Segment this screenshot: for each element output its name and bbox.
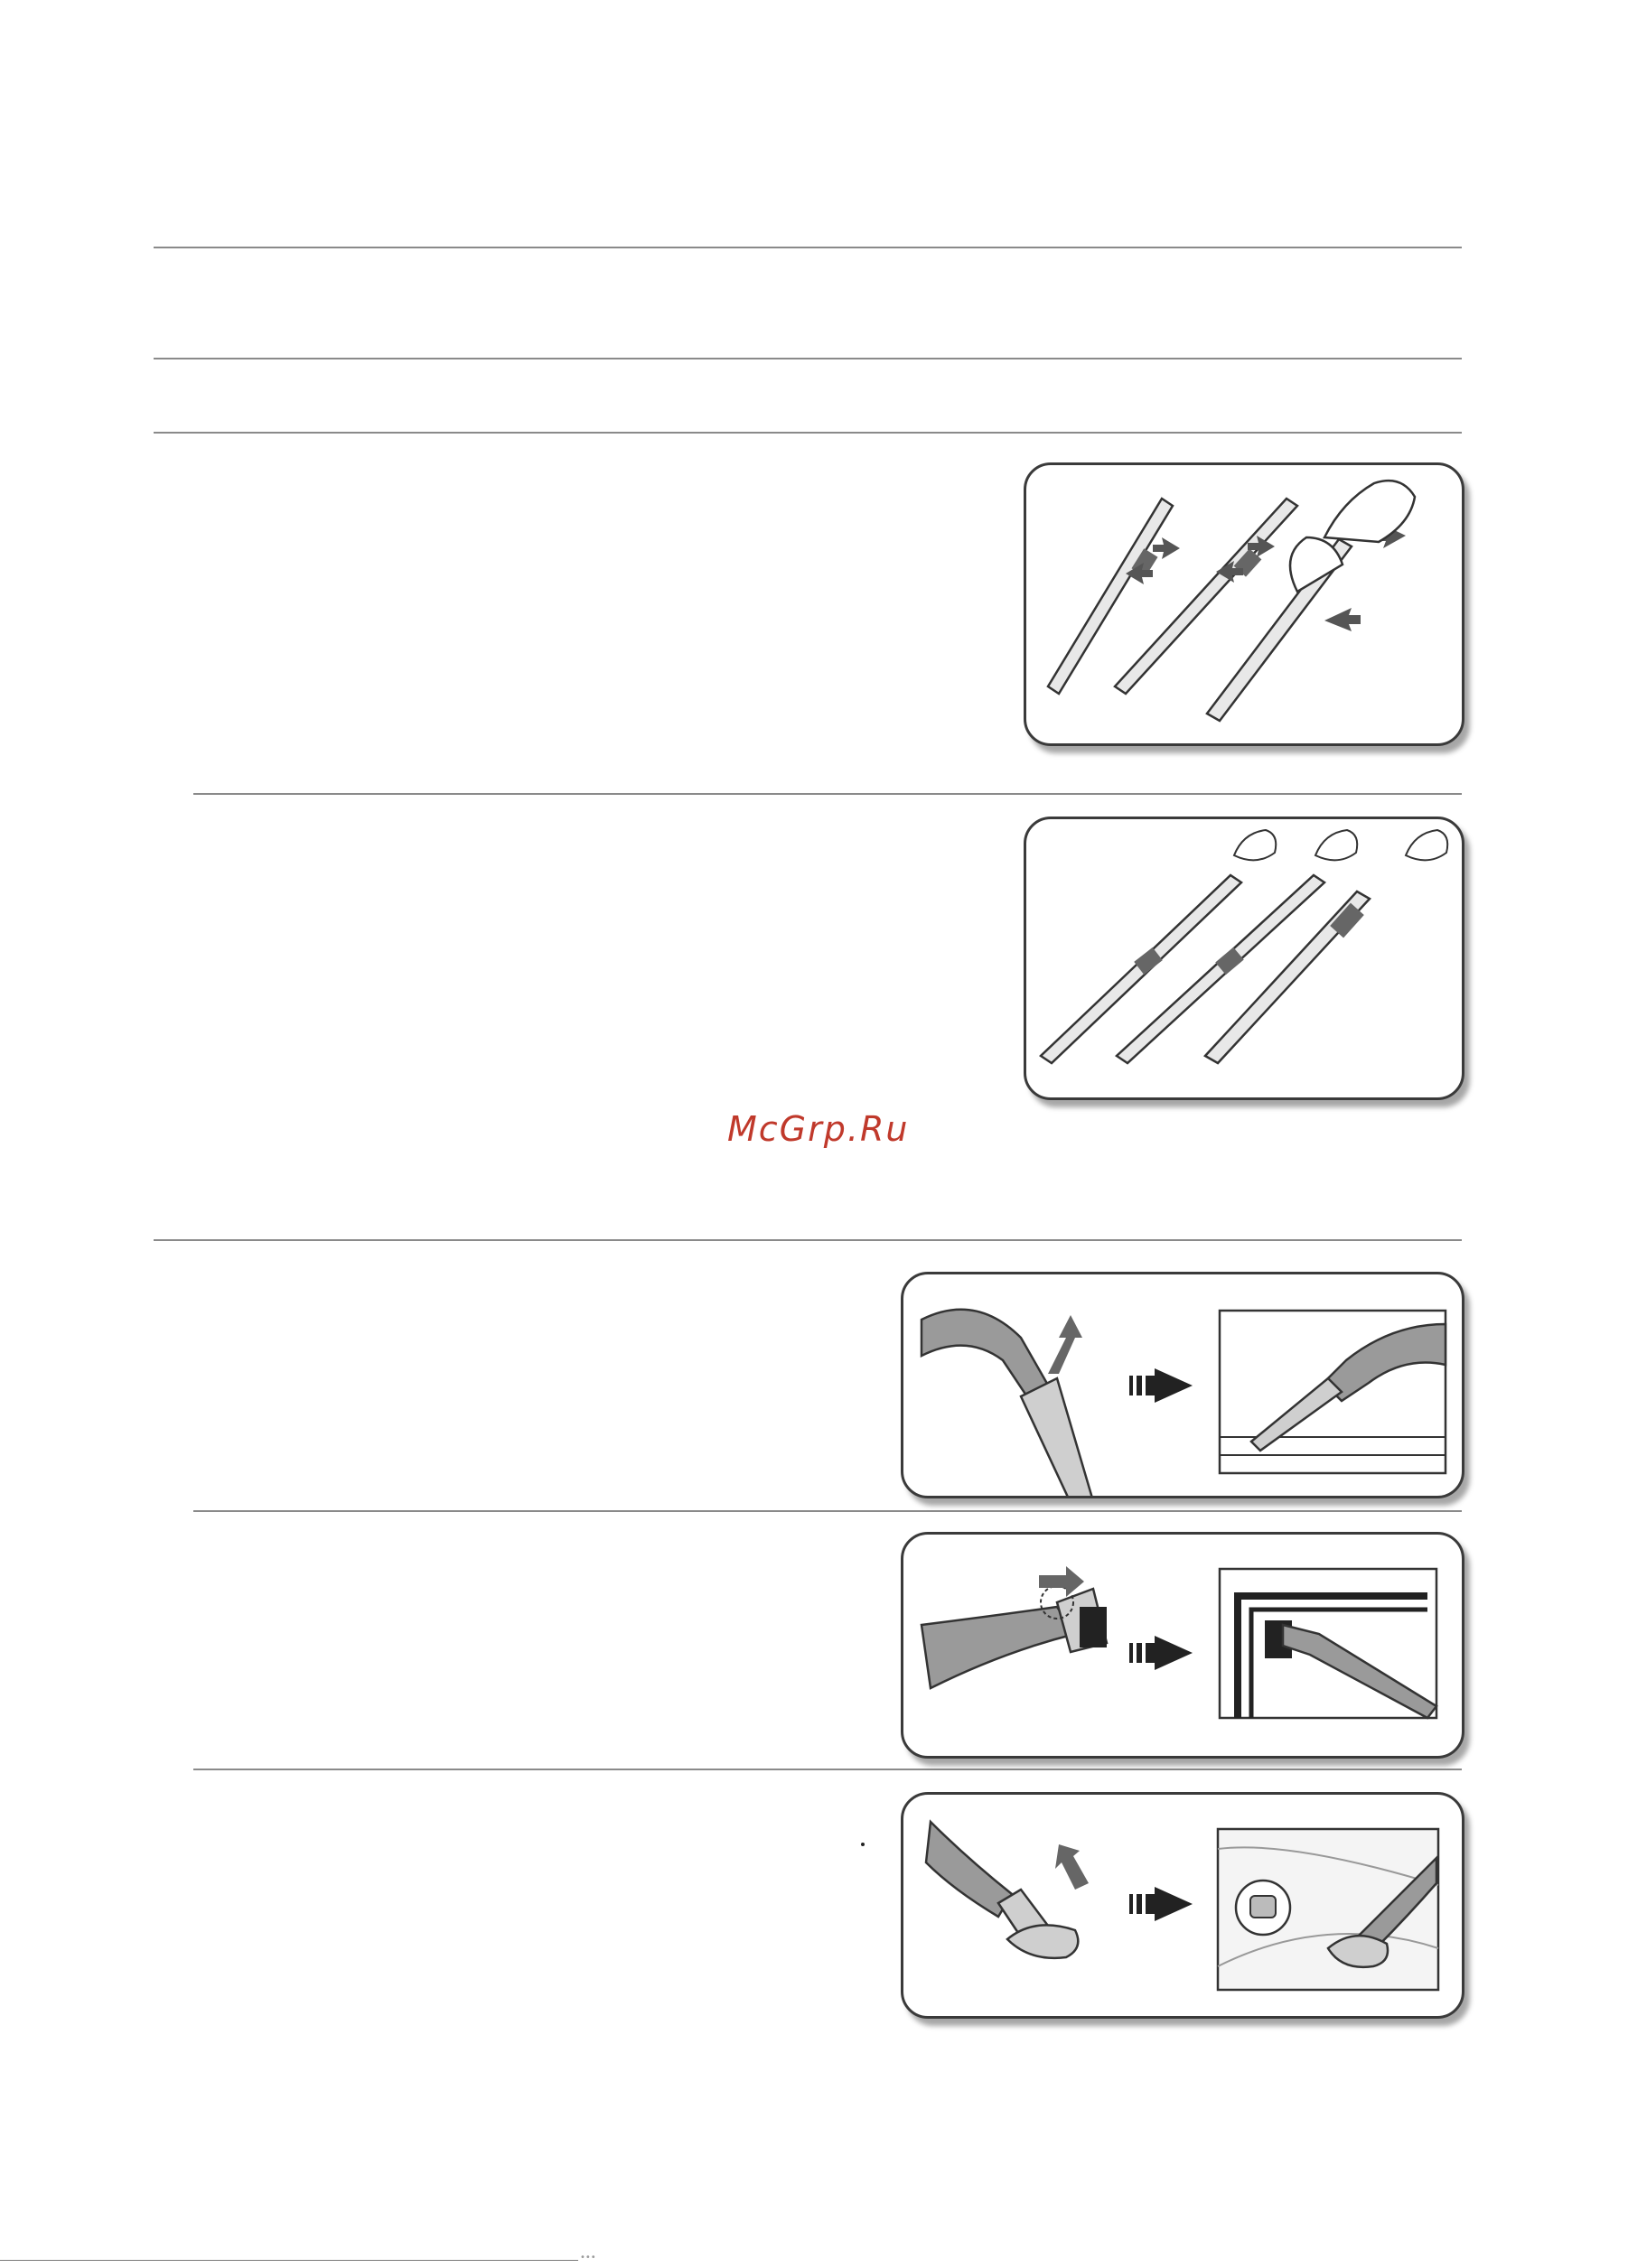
pipes-adjust-illustration	[1024, 462, 1464, 746]
dusting-brush-illustration	[901, 1532, 1464, 1759]
footer-line	[0, 2260, 578, 2261]
subsection-rule-brush	[193, 1510, 1462, 1512]
top-rule	[154, 247, 1462, 248]
section-rule-pipes	[154, 432, 1462, 434]
subsection-rule-upholstery	[193, 1769, 1462, 1770]
section-rule-tools	[154, 1239, 1462, 1241]
header-rule	[154, 358, 1462, 359]
stray-dot	[861, 1843, 865, 1846]
upholstery-tool-illustration	[901, 1792, 1464, 2019]
pipes-hook-illustration	[1024, 817, 1464, 1100]
crevice-tool-illustration	[901, 1272, 1464, 1498]
footer-mark: •••	[580, 2253, 596, 2263]
watermark: McGrp.Ru	[727, 1109, 910, 1149]
subsection-rule-pipes	[193, 793, 1462, 795]
